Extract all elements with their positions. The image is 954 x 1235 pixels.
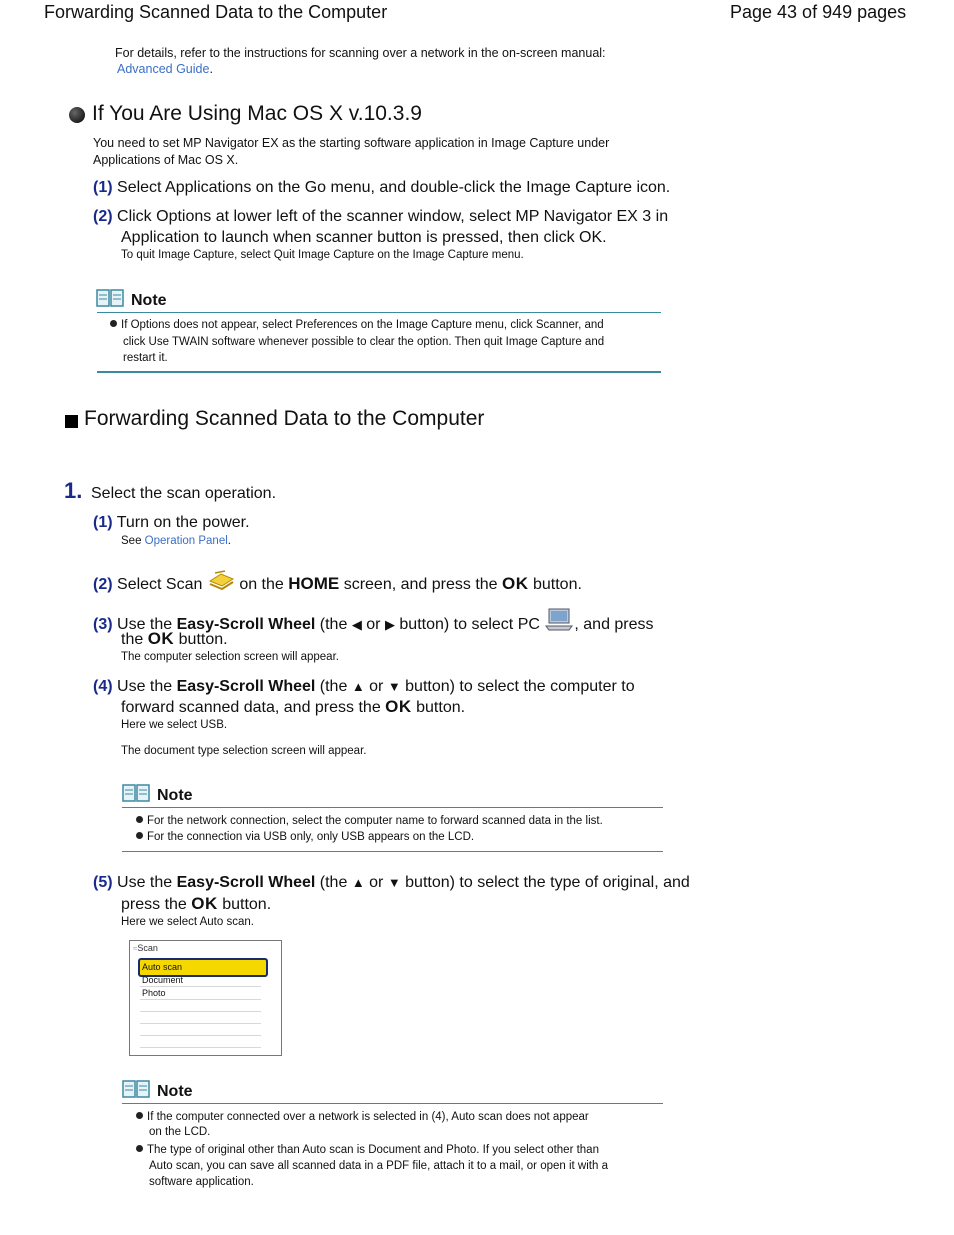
lcd-divider [140, 986, 261, 987]
lcd-item-auto-scan[interactable]: Auto scan [142, 962, 183, 972]
sub-step-3: (3) Use the Easy-Scroll Wheel (the ◀ or ▶ button) to select PC , and press [93, 607, 654, 635]
bullet-icon [136, 832, 143, 839]
sub-step-4-cont: forward scanned data, and press the OK button. [121, 697, 466, 716]
note2-bullet-1: For the network connection, select the computer name to forward scanned data in the list. [136, 813, 603, 829]
sub-step-2: (2) Select Scan on the HOME screen, and press the OK button. [93, 569, 582, 595]
note-line3: restart it. [123, 352, 168, 364]
step-number: 1. [64, 478, 83, 503]
lcd-divider [140, 1035, 261, 1036]
mac-desc-line2: Applications of Mac OS X. [93, 153, 239, 167]
left-arrow-icon: ◀ [351, 617, 362, 632]
advanced-guide-link[interactable]: Advanced Guide [117, 62, 210, 76]
note-bullet-line1: If Options does not appear, select Preferences on the Image Capture menu, click Scanner, and [110, 317, 604, 333]
note-book-icon [122, 783, 150, 803]
step-text: Select the scan operation. [91, 485, 277, 502]
note-label: Note [157, 787, 193, 804]
intro-text: For details, refer to the instructions for scanning over a network in the on-screen manual: [115, 46, 606, 60]
operation-panel-link[interactable]: Operation Panel [144, 535, 228, 547]
lcd-scan-icon: ≈ [133, 944, 138, 953]
mac-step-2: (2) Click Options at lower left of the scanner window, select MP Navigator EX 3 in [93, 208, 669, 225]
note3-bullet-2: The type of original other than Auto scan is Document and Photo. If you select other than [136, 1142, 599, 1158]
note3-bullet-2-cont1: Auto scan, you can save all scanned data in a PDF file, attach it to a mail, or open it with a [149, 1160, 608, 1172]
note2-bullet-2: For the connection via USB only, only USB appears on the LCD. [136, 829, 474, 845]
forward-section-heading: Forwarding Scanned Data to the Computer [84, 407, 485, 430]
note-book-icon [122, 1079, 150, 1099]
note3-bullet-1: If the computer connected over a network is selected in (4), Auto scan does not appear [136, 1109, 589, 1125]
lcd-title: ≈Scan [133, 943, 158, 953]
section-bullet-icon [69, 107, 85, 123]
sub-step-1: (1) Turn on the power. [93, 514, 250, 531]
note3-bullet-1-cont: on the LCD. [149, 1126, 211, 1138]
sub-step-3-sub: The computer selection screen will appear. [121, 651, 339, 663]
sub-step-5: (5) Use the Easy-Scroll Wheel (the ▲ or ▼ button) to select the type of original, and [93, 874, 690, 891]
page-title: Forwarding Scanned Data to the Computer [44, 2, 388, 22]
bullet-icon [110, 320, 117, 327]
sub-step-5-cont: press the OK button. [121, 894, 272, 913]
note-line2: click Use TWAIN software whenever possible to clear the option. Then quit Image Capture and [123, 336, 605, 348]
up-arrow-icon: ▲ [351, 875, 365, 890]
intro-link-line: Advanced Guide. [117, 62, 213, 76]
bullet-icon [136, 816, 143, 823]
right-arrow-icon: ▶ [384, 617, 395, 632]
bullet-icon [136, 1145, 143, 1152]
note-top-rule [122, 807, 663, 808]
mac-desc-line1: You need to set MP Navigator EX as the starting software application in Image Capture under [93, 136, 610, 150]
lcd-divider [140, 1023, 261, 1024]
sub-step-3-cont: the OK button. [121, 629, 228, 648]
pc-icon [544, 607, 574, 631]
note3-bullet-2-cont2: software application. [149, 1176, 254, 1188]
lcd-divider [140, 1047, 261, 1048]
note-top-rule [122, 1103, 663, 1104]
lcd-screen [129, 940, 282, 1056]
mac-step-1: (1) Select Applications on the Go menu, and double-click the Image Capture icon. [93, 179, 671, 196]
scan-icon [207, 569, 235, 591]
lcd-item-document[interactable]: Document [142, 976, 184, 984]
up-arrow-icon: ▲ [351, 679, 365, 694]
note-book-icon [96, 288, 124, 308]
lcd-divider [140, 999, 261, 1000]
mac-step-2-cont: Application to launch when scanner button is pressed, then click OK. [121, 229, 607, 246]
sub-step-1-see: See Operation Panel. [121, 535, 231, 547]
lcd-item-photo[interactable]: Photo [142, 988, 166, 998]
mac-section-heading: If You Are Using Mac OS X v.10.3.9 [92, 102, 422, 125]
note-bottom-rule [122, 851, 663, 852]
down-arrow-icon: ▼ [387, 875, 401, 890]
down-arrow-icon: ▼ [387, 679, 401, 694]
sub-step-5-sub: Here we select Auto scan. [121, 916, 254, 928]
sub-step-4-sub2: The document type selection screen will appear. [121, 745, 367, 757]
section-square-icon [65, 415, 78, 428]
sub-step-4-sub1: Here we select USB. [121, 719, 228, 731]
bullet-icon [136, 1112, 143, 1119]
page-counter: Page 43 of 949 pages [730, 2, 907, 22]
mac-step-2-sub: To quit Image Capture, select Quit Image Capture on the Image Capture menu. [121, 249, 524, 261]
sub-step-4: (4) Use the Easy-Scroll Wheel (the ▲ or ▼ button) to select the computer to [93, 678, 635, 695]
note-label: Note [131, 292, 167, 309]
note-bottom-rule [97, 371, 661, 373]
lcd-divider [140, 1011, 261, 1012]
note-top-rule [97, 312, 661, 313]
note-label: Note [157, 1083, 193, 1100]
